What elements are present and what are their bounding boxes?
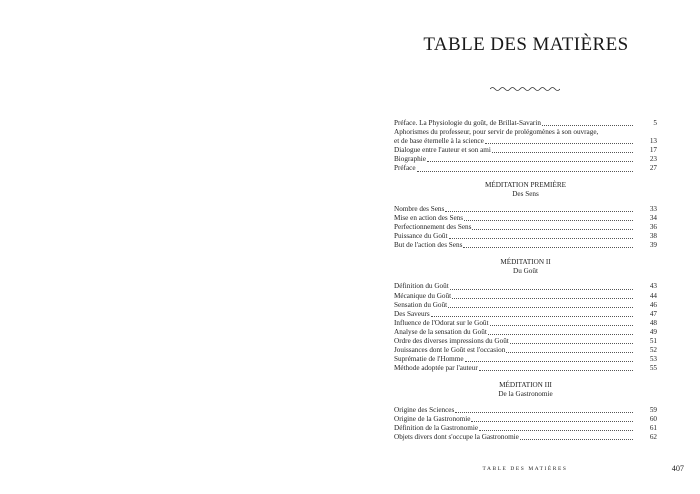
toc-page-number: 60 <box>649 414 657 423</box>
toc-entry-label: Influence de l'Odorat sur le Goût <box>394 318 489 327</box>
dot-leader <box>506 352 633 353</box>
toc-entry-label: Des Saveurs <box>394 309 430 318</box>
toc-page-number: 55 <box>649 364 657 373</box>
toc-entry-label: Mécanique du Goût <box>394 291 452 300</box>
dot-leader <box>448 307 633 308</box>
toc-entry-line: Aphorismes du professeur, pour servir de prolégomènes à son ouvrage, <box>394 128 599 137</box>
toc-page-number: 33 <box>649 204 657 213</box>
dot-leader <box>417 171 633 172</box>
section-heading: MÉDITATION II <box>500 258 551 267</box>
toc-entry[interactable] <box>394 292 657 301</box>
toc-entry-label: Perfectionnement des Sens <box>394 222 472 231</box>
dot-leader <box>465 361 633 362</box>
dot-leader <box>455 412 633 413</box>
dot-leader <box>479 370 633 371</box>
toc-page-number: 46 <box>649 300 657 309</box>
toc-page-number: 38 <box>649 232 657 241</box>
toc-entry[interactable] <box>394 164 657 173</box>
dot-leader <box>427 161 633 162</box>
toc-page-number: 44 <box>649 291 657 300</box>
dot-leader <box>471 421 633 422</box>
dot-leader <box>510 343 633 344</box>
toc-entry-label: Analyse de la sensation du Goût <box>394 327 487 336</box>
dot-leader <box>542 125 633 126</box>
toc-entry[interactable] <box>394 146 657 155</box>
toc-entry-label: Jouissances dont le Goût est l'occasion <box>394 346 506 355</box>
toc-page-number: 51 <box>649 336 657 345</box>
toc-entry[interactable] <box>394 319 657 328</box>
toc-entry[interactable] <box>394 223 657 232</box>
toc-entry-label: Définition du Goût <box>394 282 449 291</box>
dot-leader <box>449 238 633 239</box>
toc-entry[interactable] <box>394 346 657 355</box>
toc-page-number: 53 <box>649 355 657 364</box>
running-footer: TABLE DES MATIÈRES <box>482 466 568 472</box>
dot-leader <box>431 316 633 317</box>
toc-entry-label: Nombre des Sens <box>394 204 445 213</box>
section-subheading: Des Sens <box>512 189 539 198</box>
toc-entry-label: Préface <box>394 164 416 173</box>
toc-entry-label: Préface. La Physiologie du goût, de Brillat-Savarin <box>394 119 541 127</box>
toc-entry[interactable] <box>394 241 657 250</box>
toc-entry[interactable] <box>394 406 657 415</box>
page-number: 407 <box>671 464 684 473</box>
toc-entry[interactable] <box>394 433 657 442</box>
toc-entry-label: Biographie <box>394 155 426 164</box>
toc-entry[interactable] <box>394 155 657 164</box>
toc-page-number: 36 <box>649 222 657 231</box>
toc-entry-label: Objets divers dont s'occupe la Gastronomie <box>394 432 519 441</box>
toc-entry[interactable] <box>394 205 657 214</box>
dot-leader <box>485 143 633 144</box>
toc-page-number: 48 <box>649 318 657 327</box>
toc-page-number: 43 <box>649 282 657 291</box>
toc-entry-label: Mise en action des Sens <box>394 213 464 222</box>
toc-entry-label: Ordre des diverses impressions du Goût <box>394 336 509 345</box>
section-subheading: De la Gastronomie <box>498 390 553 399</box>
table-of-contents <box>394 119 657 442</box>
toc-entry-label: et de base éternelle à la science <box>394 137 484 146</box>
toc-entry[interactable] <box>394 310 657 319</box>
toc-entry[interactable] <box>394 214 657 223</box>
toc-page-number: 49 <box>649 327 657 336</box>
section-heading: MÉDITATION III <box>499 381 552 390</box>
dot-leader <box>463 247 633 248</box>
toc-page-number: 13 <box>649 137 657 146</box>
toc-entry-label: Sensation du Goût <box>394 300 448 309</box>
toc-entry-label: Méthode adoptée par l'auteur <box>394 364 478 373</box>
toc-entry-label: Puissance du Goût <box>394 232 448 241</box>
toc-entry[interactable] <box>394 119 657 128</box>
toc-page-number: 17 <box>649 146 657 155</box>
toc-entry-label: Origine des Sciences <box>394 405 455 414</box>
wave-ornament <box>490 85 560 93</box>
section-subheading: Du Goût <box>513 267 538 276</box>
toc-entry[interactable] <box>394 328 657 337</box>
toc-page-number: 34 <box>649 213 657 222</box>
dot-leader <box>450 289 633 290</box>
toc-entry[interactable] <box>394 424 657 433</box>
toc-page-number: 47 <box>649 309 657 318</box>
dot-leader <box>520 439 633 440</box>
toc-entry[interactable] <box>394 282 657 291</box>
toc-entry[interactable] <box>394 415 657 424</box>
toc-entry[interactable] <box>394 337 657 346</box>
dot-leader <box>472 229 633 230</box>
toc-page-number: 23 <box>649 155 657 164</box>
toc-entry[interactable] <box>394 364 657 373</box>
toc-entry[interactable] <box>394 301 657 310</box>
dot-leader <box>490 325 633 326</box>
toc-entry-label: Définition de la Gastronomie <box>394 423 479 432</box>
toc-page-number: 61 <box>649 423 657 432</box>
dot-leader <box>464 220 633 221</box>
toc-page-number: 27 <box>649 164 657 173</box>
dot-leader <box>452 298 633 299</box>
toc-page-number: 59 <box>649 405 657 414</box>
page-title: TABLE DES MATIÈRES <box>423 34 629 55</box>
toc-entry[interactable] <box>394 355 657 364</box>
toc-page-number: 62 <box>649 432 657 441</box>
toc-entry-label: Dialogue entre l'auteur et son ami <box>394 146 491 155</box>
toc-page-number: 39 <box>649 241 657 250</box>
toc-page-number: 52 <box>649 346 657 355</box>
toc-entry-label: Origine de la Gastronomie <box>394 414 471 423</box>
toc-entry-label: But de l'action des Sens <box>394 241 463 250</box>
toc-page-number: 5 <box>653 119 657 127</box>
toc-entry[interactable] <box>394 137 657 146</box>
dot-leader <box>492 152 633 153</box>
dot-leader <box>445 211 633 212</box>
section-heading: MÉDITATION PREMIÈRE <box>484 180 567 189</box>
toc-entry-label: Suprématie de l'Homme <box>394 355 464 364</box>
dot-leader <box>488 334 633 335</box>
dot-leader <box>479 430 633 431</box>
toc-entry[interactable] <box>394 232 657 241</box>
